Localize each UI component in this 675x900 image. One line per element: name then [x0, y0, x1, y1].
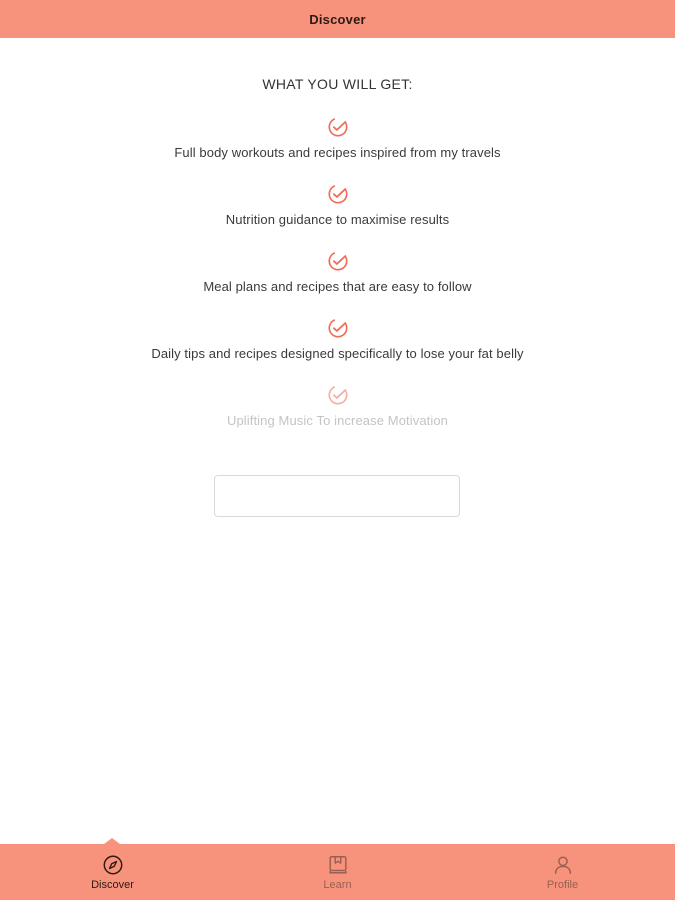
book-icon — [327, 854, 349, 876]
user-icon — [552, 854, 574, 876]
benefit-label: Nutrition guidance to maximise results — [225, 212, 450, 227]
check-circle-icon — [327, 116, 349, 138]
compass-icon — [102, 854, 124, 876]
top-bar — [0, 0, 675, 38]
nav-item-discover[interactable] — [0, 844, 225, 900]
check-circle-icon — [327, 384, 349, 406]
page-title: Discover — [309, 11, 366, 27]
nav-label-learn: Learn — [323, 879, 352, 891]
check-circle-icon — [327, 317, 349, 339]
benefit-label: Full body workouts and recipes inspired from my travels — [174, 145, 501, 160]
nav-label-profile: Profile — [546, 879, 579, 891]
check-circle-icon — [327, 250, 349, 272]
benefit-item — [0, 250, 675, 294]
check-circle-icon — [327, 183, 349, 205]
bottom-nav — [0, 844, 675, 900]
main-content — [0, 38, 675, 844]
active-tab-indicator — [104, 838, 120, 844]
benefits-heading: WHAT YOU WILL GET: — [262, 76, 413, 92]
nav-item-profile[interactable] — [450, 844, 675, 900]
nav-label-discover: Discover — [91, 879, 134, 891]
benefit-label: Daily tips and recipes designed specifically to lose your fat belly — [151, 346, 524, 361]
benefit-label: Meal plans and recipes that are easy to follow — [203, 279, 472, 294]
nav-item-learn[interactable] — [225, 844, 450, 900]
benefit-label: Uplifting Music To increase Motivation — [226, 413, 449, 428]
benefit-item — [0, 317, 675, 361]
action-button[interactable] — [214, 475, 460, 517]
benefit-item — [0, 116, 675, 160]
benefit-item — [0, 183, 675, 227]
benefit-item — [0, 384, 675, 428]
